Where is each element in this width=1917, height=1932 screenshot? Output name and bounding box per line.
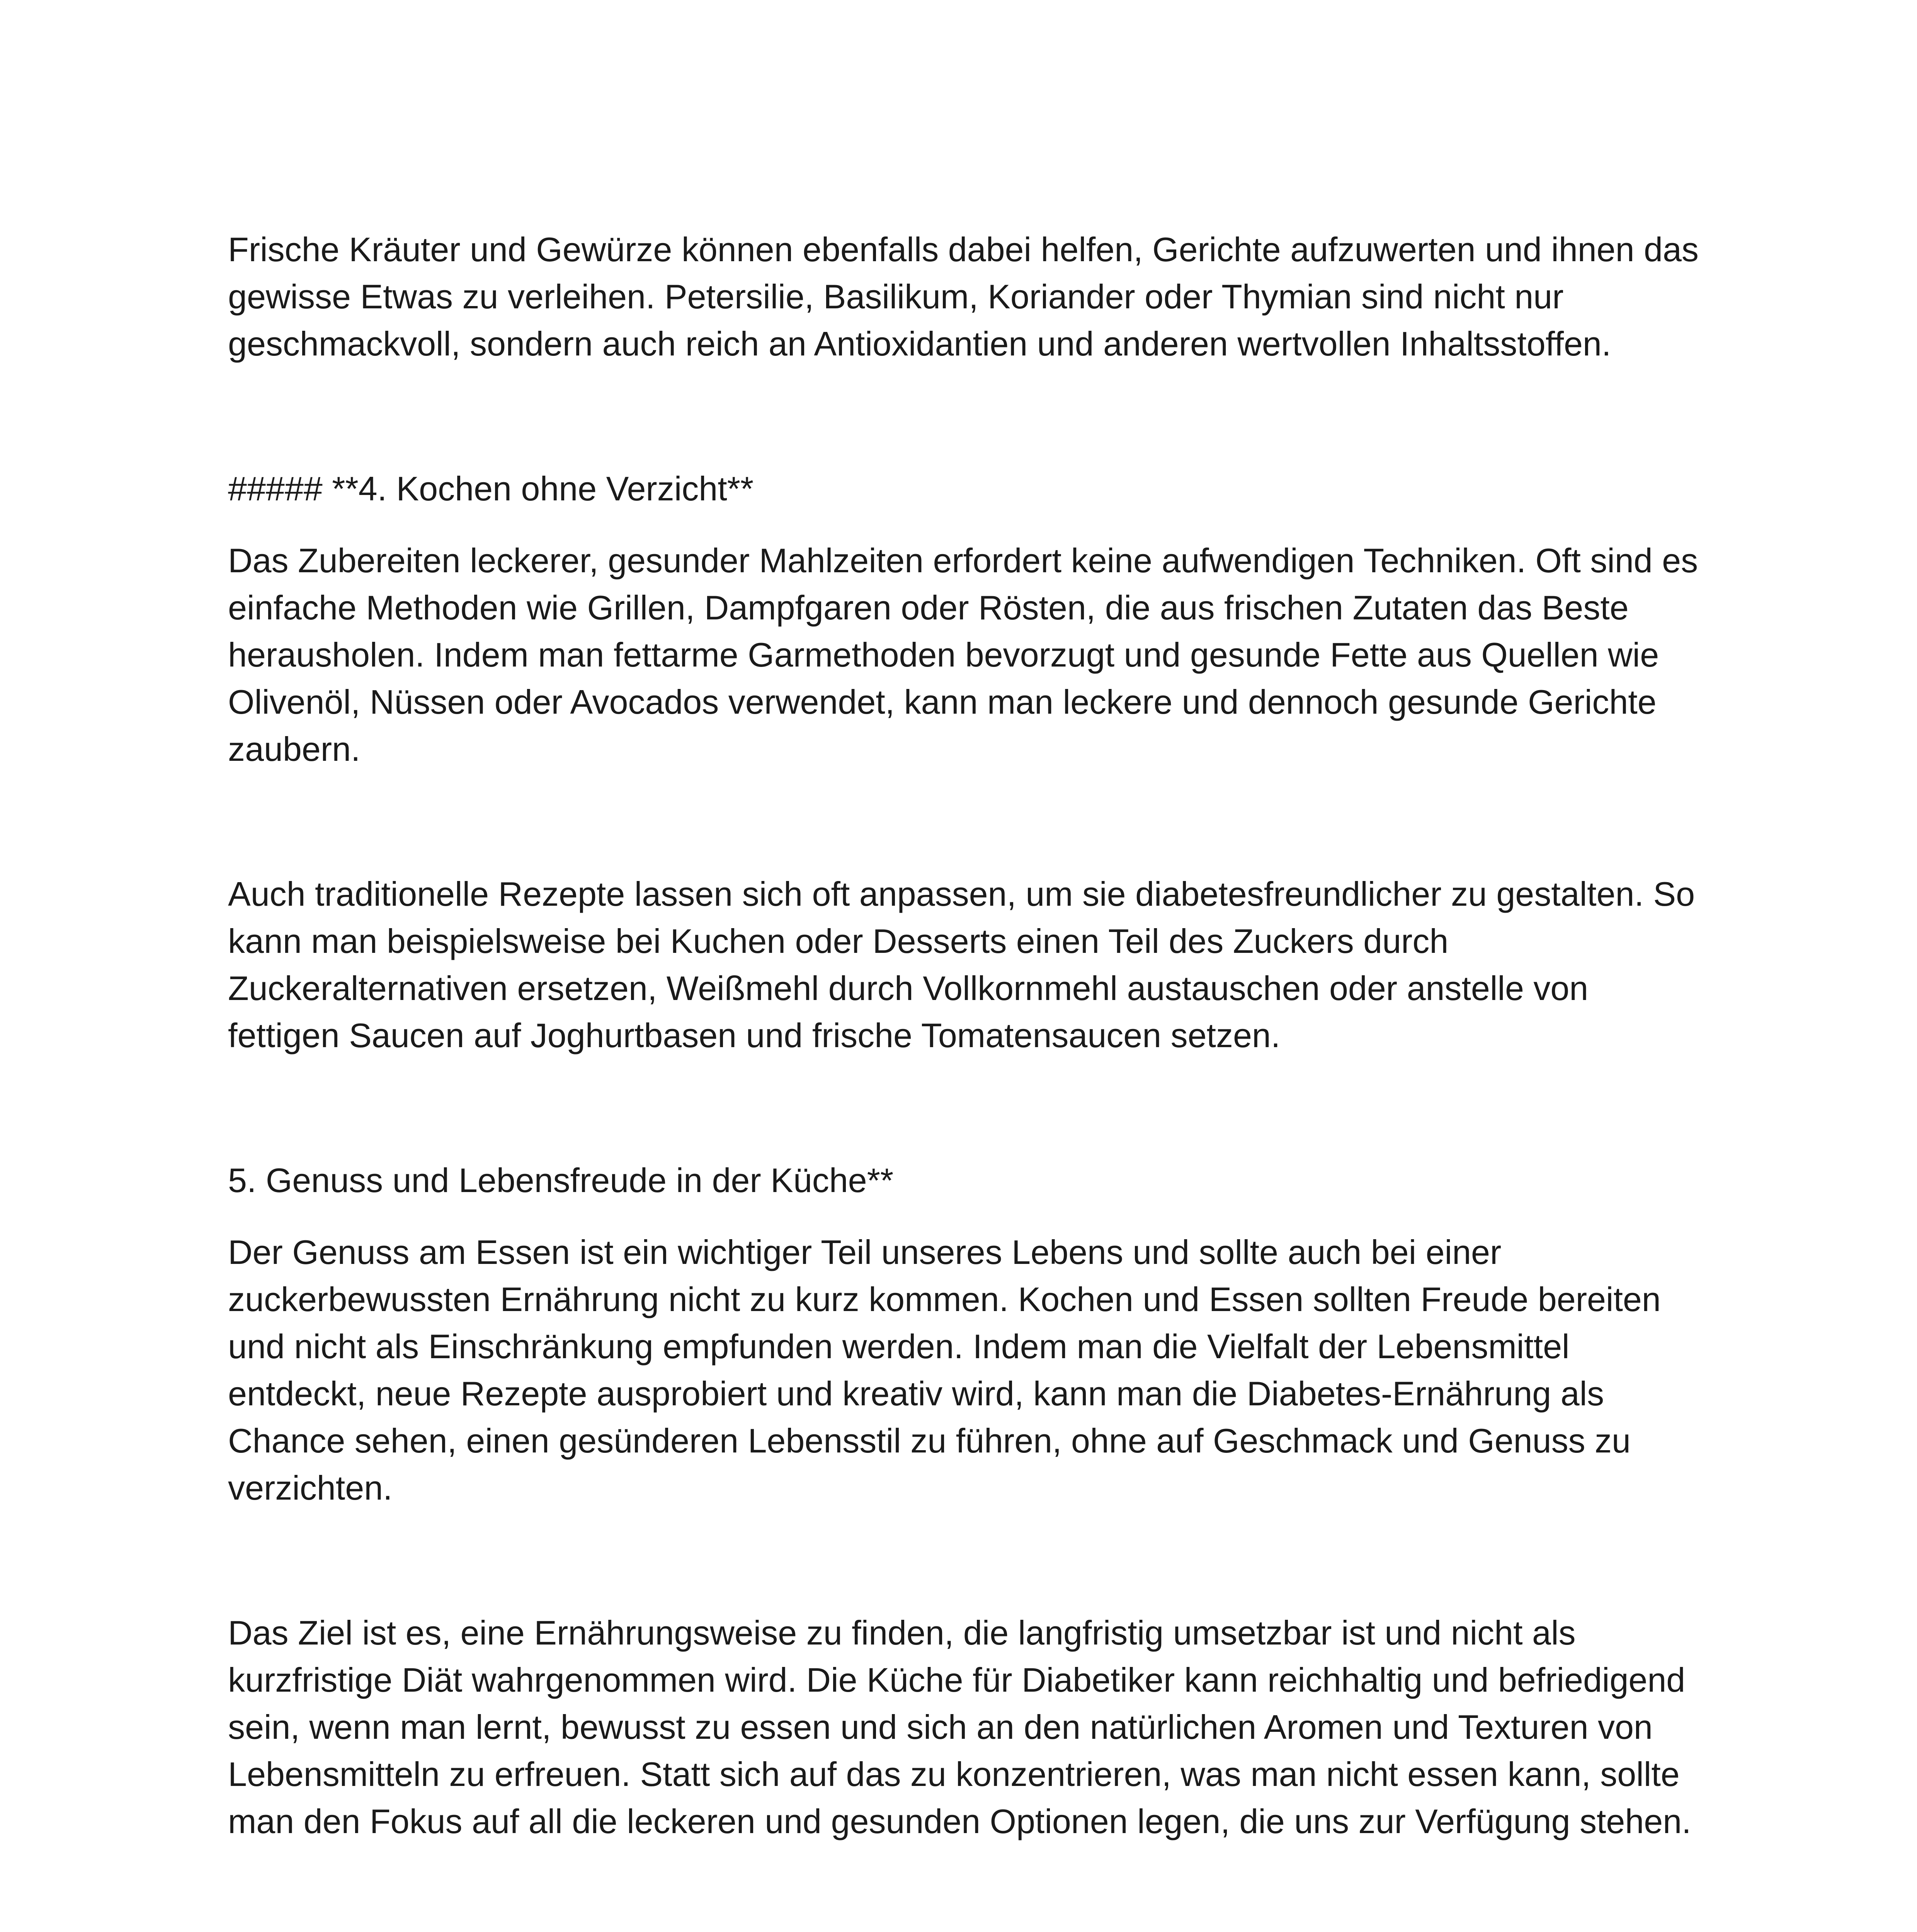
paragraph-goal: Das Ziel ist es, eine Ernährungsweise zu finden, die langfristig umsetzbar ist und nicht als kurzfristige Diät wahrgenommen wird. Die Küche für Diabetiker kann reichhaltig und befriedigend sein, wenn man lernt, bewusst zu essen und sich an den natürlichen Aromen und Texturen von Lebensmitteln zu erfreuen. Statt sich auf das zu konzentrieren, was man nicht essen kann, sollte man den Fokus auf all die leckeren und gesunden Optionen legen, die uns zur Verfügung stehen.: [228, 1614, 1691, 1840]
paragraph-herbs: Frische Kräuter und Gewürze können ebenfalls dabei helfen, Gerichte aufzuwerten und ihnen das gewisse Etwas zu verleihen. Petersilie, Basilikum, Koriander oder Thymian sind nicht nur geschmackvoll, sondern auch reich an Antioxidantien und anderen wertvollen Inhaltsstoffen.: [228, 230, 1699, 363]
heading-section-4: ##### **4. Kochen ohne Verzicht**: [228, 469, 754, 508]
page-content: [228, 226, 1708, 1845]
paragraph-enjoyment: Der Genuss am Essen ist ein wichtiger Teil unseres Lebens und sollte auch bei einer zuckerbewussten Ernährung nicht zu kurz kommen. Kochen und Essen sollten Freude bereiten und nicht als Einschränkung empfunden werden. Indem man die Vielfalt der Lebensmittel entdeckt, neue Rezepte ausprobiert und kreativ wird, kann man die Diabetes-Ernährung als Chance sehen, einen gesünderen Lebensstil zu führen, ohne auf Geschmack und Genuss zu verzichten.: [228, 1233, 1661, 1507]
paragraph-cooking: Das Zubereiten leckerer, gesunder Mahlzeiten erfordert keine aufwendigen Techniken. Oft sind es einfache Methoden wie Grillen, Dampfgaren oder Rösten, die aus frischen Zutaten das Beste herausholen. Indem man fettarme Garmethoden bevorzugt und gesunde Fette aus Quellen wie Olivenöl, Nüssen oder Avocados verwendet, kann man leckere und dennoch gesunde Gerichte zaubern.: [228, 541, 1698, 768]
paragraph-traditional-recipes: Auch traditionelle Rezepte lassen sich oft anpassen, um sie diabetesfreundlicher zu gestalten. So kann man beispielsweise bei Kuchen oder Desserts einen Teil des Zuckers durch Zuckeralternativen ersetzen, Weißmehl durch Vollkornmehl austauschen oder anstelle von fettigen Saucen auf Joghurtbasen und frische Tomatensaucen setzen.: [228, 875, 1695, 1054]
heading-section-5: 5. Genuss und Lebensfreude in der Küche**: [228, 1161, 894, 1199]
